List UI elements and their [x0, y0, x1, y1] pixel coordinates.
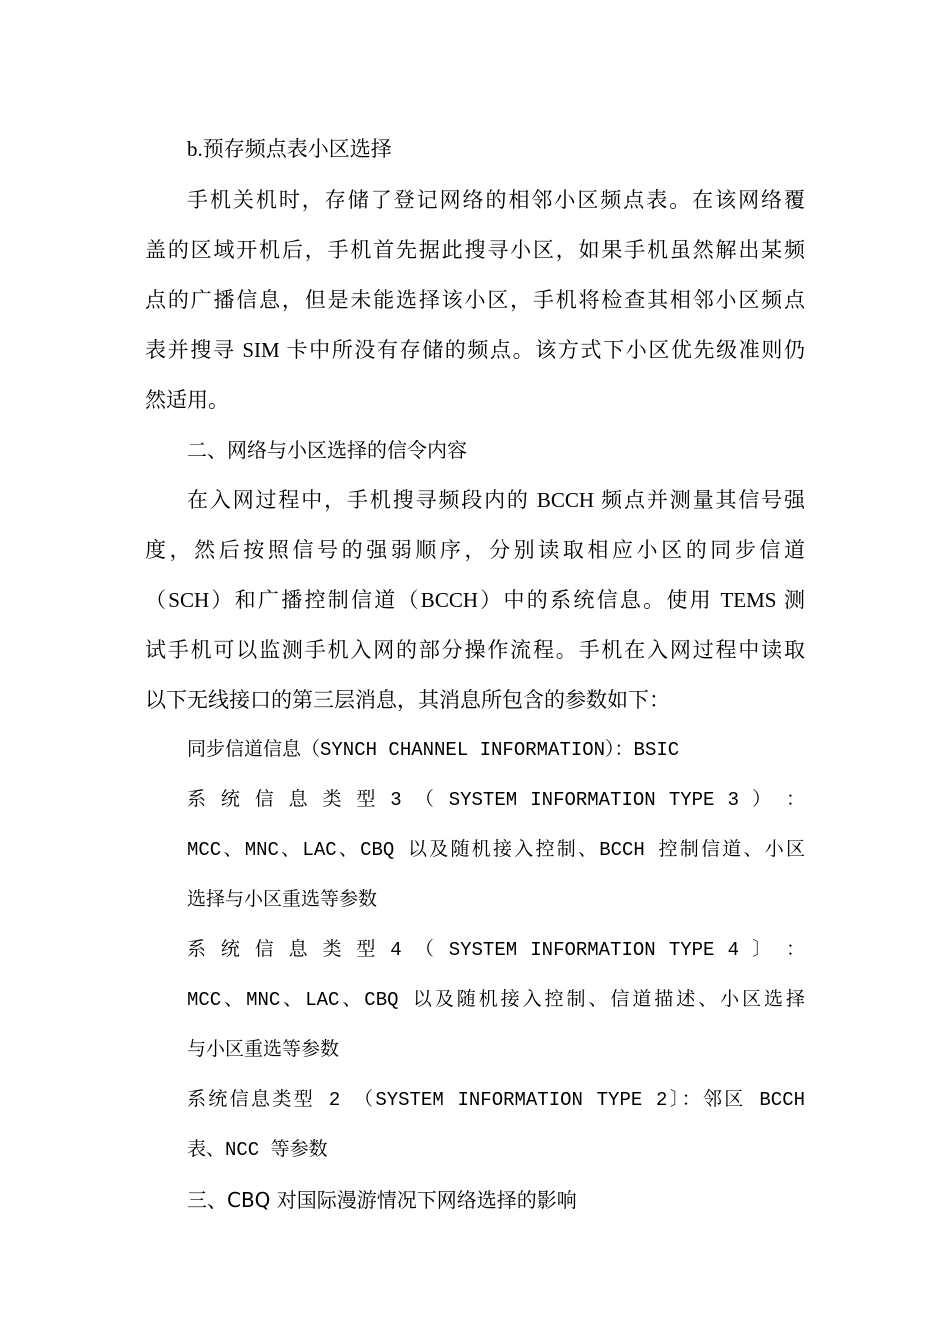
message-line: 表、NCC 等参数 [187, 1139, 328, 1161]
paragraph-line: （SCH）和广播控制信道（BCCH）中的系统信息。使用 TEMS 测 [145, 588, 805, 612]
paragraph-line: 盖的区域开机后，手机首先据此搜寻小区，如果手机虽然解出某频 [145, 238, 805, 262]
section-heading: 二、网络与小区选择的信令内容 [187, 438, 467, 462]
message-line: 系 统 信 息 类 型 3 （ SYSTEM INFORMATION TYPE 3 ） ： [187, 789, 805, 811]
subsection-heading: b.预存频点表小区选择 [187, 137, 392, 161]
message-line: 与小区重选等参数 [187, 1039, 340, 1061]
message-line: 系 统 信 息 类 型 4 （ SYSTEM INFORMATION TYPE 4 〕 ： [187, 939, 805, 961]
paragraph-line: 手机关机时，存储了登记网络的相邻小区频点表。在该网络覆 [187, 188, 805, 212]
paragraph-line: 试手机可以监测手机入网的部分操作流程。手机在入网过程中读取 [145, 638, 805, 662]
paragraph-line: 表并搜寻 SIM 卡中所没有存储的频点。该方式下小区优先级准则仍 [145, 338, 805, 362]
message-line: 系统信息类型 2 （SYSTEM INFORMATION TYPE 2〕：邻区 BCCH [187, 1089, 805, 1111]
paragraph-line: 然适用。 [145, 388, 229, 412]
message-line: 选择与小区重选等参数 [187, 889, 378, 911]
paragraph-line: 在入网过程中，手机搜寻频段内的 BCCH 频点并测量其信号强 [187, 488, 805, 512]
paragraph-line: 度，然后按照信号的强弱顺序，分别读取相应小区的同步信道 [145, 538, 805, 562]
paragraph-line: 以下无线接口的第三层消息，其消息所包含的参数如下： [145, 688, 670, 712]
section-heading: 三、CBQ 对国际漫游情况下网络选择的影响 [187, 1188, 577, 1212]
paragraph-line: 点的广播信息，但是未能选择该小区，手机将检查其相邻小区频点 [145, 288, 805, 312]
message-line: MCC、MNC、LAC、CBQ 以及随机接入控制、BCCH 控制信道、小区 [187, 839, 805, 861]
message-line: 同步信道信息（SYNCH CHANNEL INFORMATION）：BSIC [187, 739, 680, 761]
message-line: MCC、MNC、LAC、CBQ 以及随机接入控制、信道描述、小区选择 [187, 989, 805, 1011]
